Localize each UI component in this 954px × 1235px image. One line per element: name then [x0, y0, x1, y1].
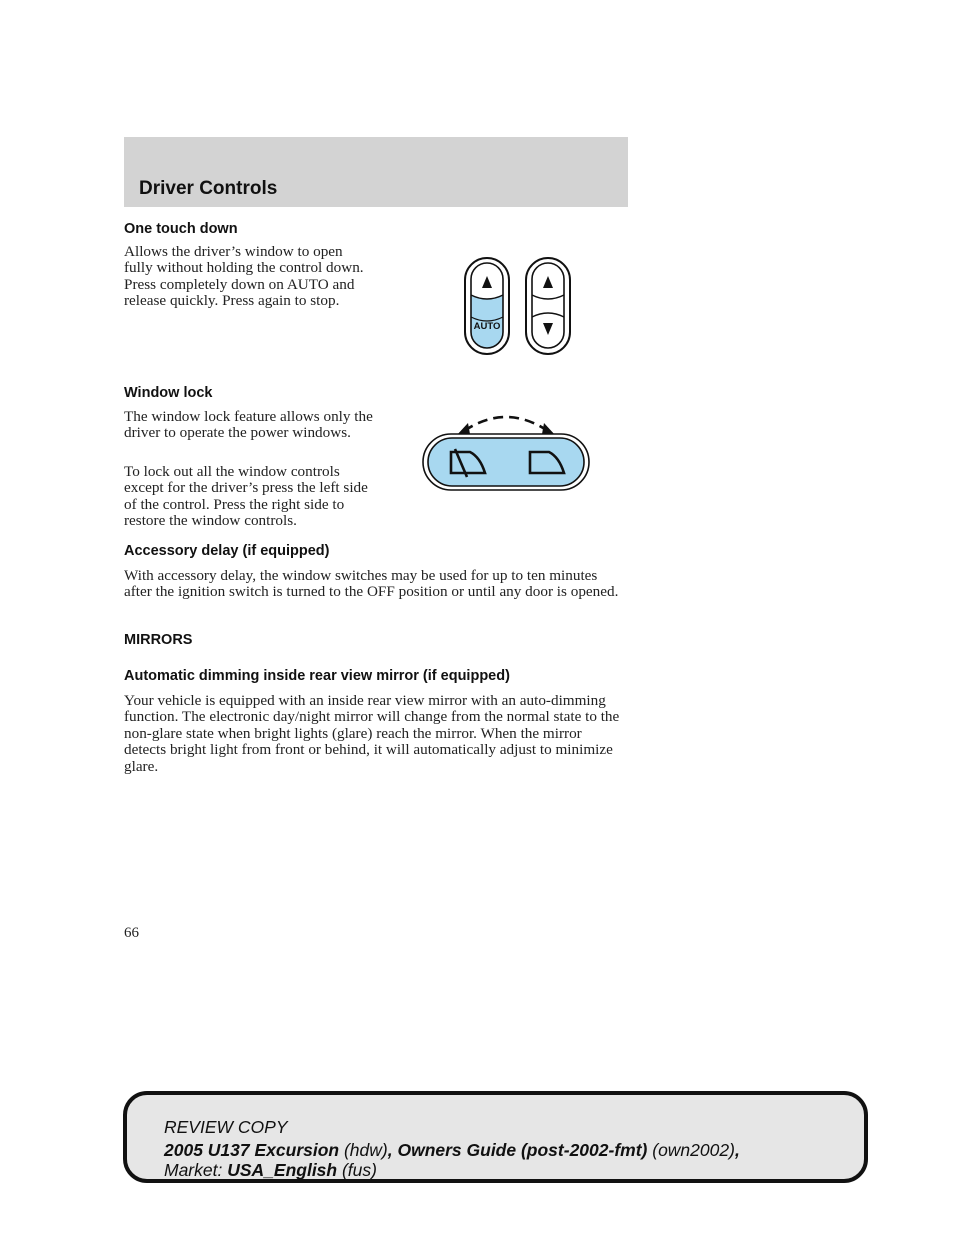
footer-market-line — [164, 1160, 377, 1180]
footer-model-line — [164, 1140, 740, 1160]
paragraph-window-lock-2: To lock out all the window controls except for the driver’s press the left side of the control. Press the right side to restore the window controls. — [124, 463, 368, 530]
footer-sep-1: , — [387, 1140, 398, 1160]
window-lock-switch-illustration — [420, 409, 592, 493]
auto-window-switch-illustration — [460, 255, 572, 357]
paragraph-auto-dimming-mirror: Your vehicle is equipped with an inside rear view mirror with an auto-dimming function. The electronic day/night mirror will change from the normal state to the non-glare state when bright lights (glare) reach the mirror. When the mirror detects bright light from front or behind, it will automatically adjust to minimize glare. — [124, 692, 620, 775]
page-number: 66 — [124, 925, 139, 941]
heading-one-touch-down: One touch down — [124, 221, 238, 237]
footer-review-label: REVIEW COPY — [164, 1117, 288, 1137]
toggle-dashed-arc — [464, 417, 548, 431]
heading-accessory-delay: Accessory delay (if equipped) — [124, 543, 330, 559]
right-switch — [526, 258, 570, 354]
heading-mirrors: MIRRORS — [124, 632, 193, 648]
paragraph-accessory-delay: With accessory delay, the window switches may be used for up to ten minutes after the ignition switch is turned to the OFF position or until any door is opened. — [124, 567, 619, 601]
heading-auto-dimming-mirror: Automatic dimming inside rear view mirror (if equipped) — [124, 668, 510, 684]
footer-market-code: (fus) — [337, 1160, 377, 1180]
footer-model-code: (hdw) — [339, 1140, 388, 1160]
footer-market-label: Market: — [164, 1160, 228, 1180]
footer-sep-2: , — [734, 1140, 740, 1160]
footer-guide: Owners Guide (post-2002-fmt) — [397, 1140, 648, 1160]
section-title: Driver Controls — [139, 178, 278, 199]
footer-guide-code: (own2002) — [647, 1140, 735, 1160]
footer-review-line — [164, 1117, 288, 1137]
section-header-band — [124, 137, 628, 207]
paragraph-one-touch-down: Allows the driver’s window to open fully without holding the control down. Press completely down on AUTO and release quickly. Press again to stop. — [124, 243, 364, 310]
auto-label: AUTO — [473, 321, 501, 332]
footer-model: 2005 U137 Excursion — [164, 1140, 340, 1160]
review-copy-footer — [123, 1091, 868, 1183]
paragraph-window-lock-1: The window lock feature allows only the driver to operate the power windows. — [124, 408, 373, 442]
footer-market: USA_English — [227, 1160, 338, 1180]
heading-window-lock: Window lock — [124, 385, 213, 401]
left-switch-auto — [465, 258, 509, 354]
